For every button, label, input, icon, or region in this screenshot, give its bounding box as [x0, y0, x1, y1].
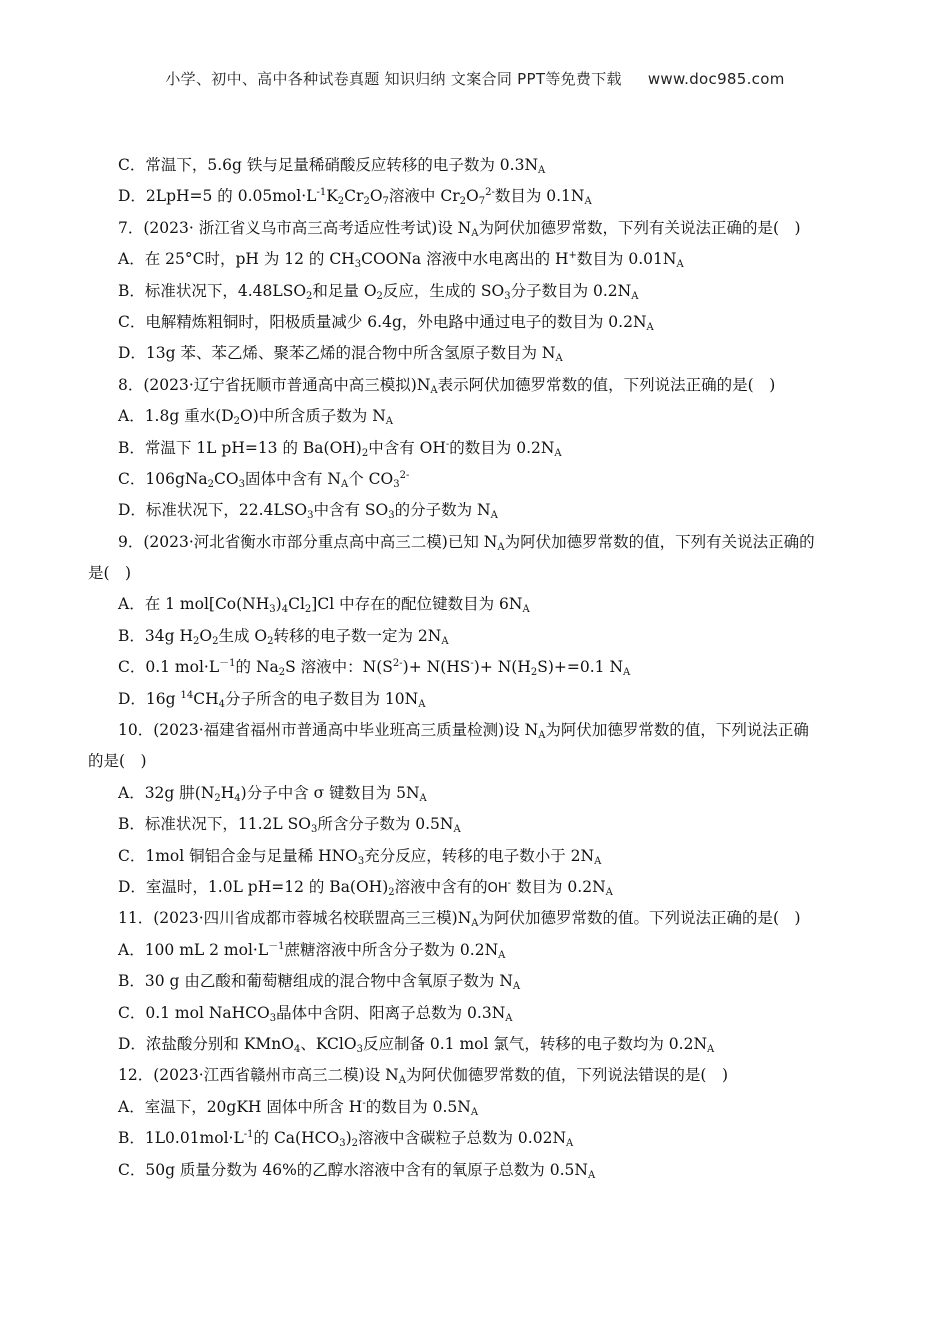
question-9-cont: 是( ) [88, 564, 132, 583]
option-7b: B．标准状况下，$4.48LSO_2$和足量 $O_2$反应，生成的 $SO_3$分子数目为 $0.2N_A$ [118, 281, 639, 302]
option-7d: D．13g 苯、苯乙烯、聚苯乙烯的混合物中所含氢原子数目为 $N_A$ [118, 344, 563, 365]
option-10a: A．32g 肼$(N_2H_4)$分子中含 σ 键数目为 $5N_A$ [118, 783, 427, 804]
option-9b: B．34g $H_2O_2$生成 $O_2$转移的电子数一定为 $2N_A$ [118, 626, 449, 647]
question-11: 11．(2023·四川省成都市蓉城名校联盟高三三模)$N_A$为阿伏加德罗常数的值。下列说法正确的是( ) [118, 909, 801, 930]
question-8: 8．(2023·辽宁省抚顺市普通高中高三模拟)$N_A$表示阿伏加德罗常数的值，下列说法正确的是( ) [118, 375, 776, 396]
header-text: 小学、初中、高中各种试卷真题 知识归纳 文案合同 PPT等免费下载 [165, 70, 622, 88]
question-10-cont: 的是( ) [88, 752, 147, 771]
option-10b: B．标准状况下，11.2L $SO_3$所含分子数为 $0.5N_A$ [118, 815, 461, 836]
option-8d: D．标准状况下，$22.4LSO_3$中含有 $SO_3$的分子数为 $N_A$ [118, 501, 498, 522]
question-10: 10．(2023·福建省福州市普通高中毕业班高三质量检测)设 $N_A$为阿伏加德罗常数的值，下列说法正确 [118, 721, 809, 742]
option-11c: C．0.1 mol NaHCO$_3$晶体中含阴、阳离子总数为 $0.3N_A$ [118, 1003, 513, 1024]
option-9c: C．0.1 $mol\cdot L^{-1}$的 $Na_2S$ 溶液中：$N(S^{2-})+ N(HS^-)+ N(H_2S)+=0.1$ $N_A$ [118, 658, 631, 679]
question-list [88, 155, 878, 1191]
option-6d: D．2LpH=5 的 $0.05mol\cdot L^{-1}K_2Cr_2O_7$溶液中 $Cr_2O_7^{2-}$数目为 $0.1N_A$ [118, 187, 592, 208]
option-12a: A．室温下，20gKH 固体中所含 H-的数目为 $0.5N_A$ [118, 1097, 479, 1118]
option-8a: A．1.8g 重水$(D_2O)$中所含质子数为 $N_A$ [118, 407, 394, 428]
option-10d: D．室温时，1.0L pH=12 的 $Ba(OH)_2$溶液中含有的OH- 数目为 $0.2N_A$ [118, 877, 613, 898]
option-8b: B．常温下 1L pH=13 的 $Ba(OH)_2$中含有 OH-的数目为 $0.2N_A$ [118, 438, 562, 459]
option-9a: A．在 1 $mol[Co(NH_3)_4Cl_2]Cl$ 中存在的配位键数目为 $6N_A$ [118, 595, 530, 616]
option-12b: B．$1L0.01mol\cdot L^{-1}$的 $Ca(HCO_3)_2$溶液中含碳粒子总数为 $0.02N_A$ [118, 1129, 574, 1150]
question-7: 7．(2023· 浙江省义乌市高三高考适应性考试)设 $N_A$为阿伏加德罗常数，下列有关说法正确的是( ) [118, 218, 801, 239]
option-11d: D．浓盐酸分别和 KMnO$_4$、KClO$_3$反应制备 0.1 mol 氯气，转移的电子数均为 $0.2N_A$ [118, 1034, 715, 1055]
page-header [0, 68, 950, 89]
question-9: 9．(2023·河北省衡水市部分重点高中高三二模)已知 $N_A$为阿伏加德罗常数的值，下列有关说法正确的 [118, 532, 815, 553]
header-url: www.doc985.com [647, 70, 785, 88]
option-7a: A．在 25°C时，pH 为 12 的 $CH_3COONa$ 溶液中水电离出的 H+数目为 $0.01N_A$ [118, 250, 684, 271]
option-11b: B．30 g 由乙酸和葡萄糖组成的混合物中含氧原子数为 $N_A$ [118, 972, 521, 993]
option-8c: C．$106gNa_2CO_3$固体中含有 $N_A$个 $CO_3^{2-}$ [118, 469, 410, 490]
option-10c: C．1mol 铜铝合金与足量稀 $HNO_3$充分反应，转移的电子数小于 $2N_A$ [118, 846, 602, 867]
option-11a: A．100 mL 2 $mol\cdot L^{-1}$蔗糖溶液中所含分子数为 $0.2N_A$ [118, 940, 506, 961]
option-7c: C．电解精炼粗铜时，阳极质量减少 6.4g，外电路中通过电子的数目为 $0.2N_A$ [118, 312, 654, 333]
question-12: 12．(2023·江西省赣州市高三二模)设 $N_A$为阿伏伽德罗常数的值，下列说法错误的是( ) [118, 1066, 729, 1087]
option-6c: C．常温下，5.6g 铁与足量稀硝酸反应转移的电子数为 $0.3N_A$ [118, 156, 546, 176]
option-12c: C．50g 质量分数为 46%的乙醇水溶液中含有的氧原子总数为 $0.5N_A$ [118, 1160, 596, 1181]
option-9d: D．16g $^{14}CH_4$分子所含的电子数目为 $10N_A$ [118, 689, 426, 710]
